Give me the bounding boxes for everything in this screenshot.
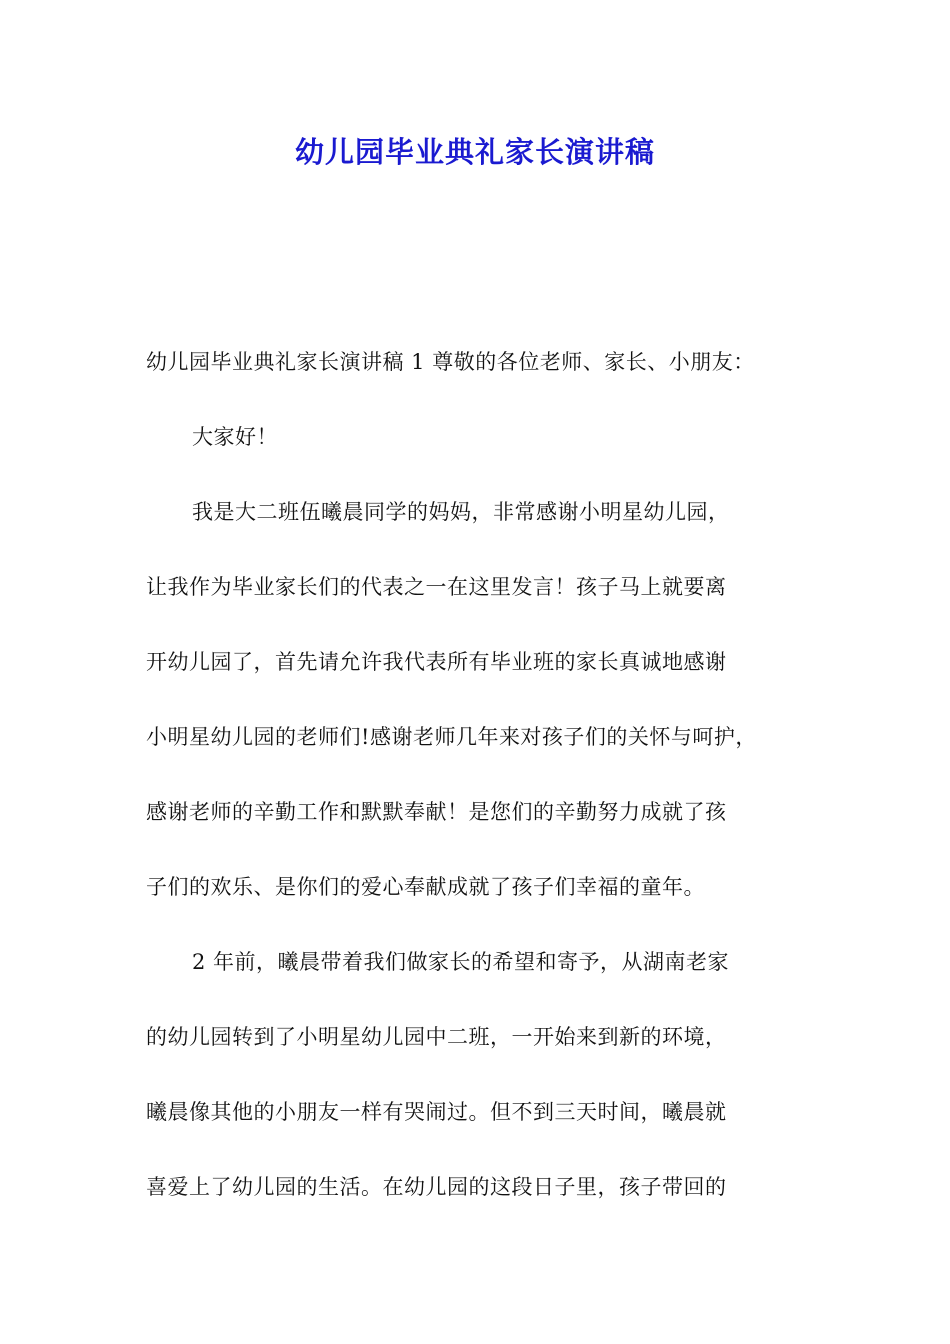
body-line-11: 曦晨像其他的小朋友一样有哭闹过。但不到三天时间，曦晨就 <box>146 1100 727 1124</box>
body-line-8: 子们的欢乐、是你们的爱心奉献成就了孩子们幸福的童年。 <box>146 875 705 899</box>
body-line-10: 的幼儿园转到了小明星幼儿园中二班，一开始来到新的环境， <box>146 1025 727 1049</box>
body-line-2: 大家好！ <box>192 425 278 449</box>
body-line-7: 感谢老师的辛勤工作和默默奉献！是您们的辛勤努力成就了孩 <box>146 800 727 824</box>
body-line-5: 开幼儿园了，首先请允许我代表所有毕业班的家长真诚地感谢 <box>146 650 727 674</box>
body-line-4: 让我作为毕业家长们的代表之一在这里发言！孩子马上就要离 <box>146 575 727 599</box>
body-line-1: 幼儿园毕业典礼家长演讲稿 1 尊敬的各位老师、家长、小朋友： <box>146 350 755 374</box>
body-line-12: 喜爱上了幼儿园的生活。在幼儿园的这段日子里，孩子带回的 <box>146 1175 727 1199</box>
body-line-6: 小明星幼儿园的老师们!感谢老师几年来对孩子们的关怀与呵护， <box>146 725 757 749</box>
body-line-9: 2 年前，曦晨带着我们做家长的希望和寄予，从湖南老家 <box>192 950 730 974</box>
body-line-3: 我是大二班伍曦晨同学的妈妈，非常感谢小明星幼儿园， <box>192 500 730 524</box>
document-title: 幼儿园毕业典礼家长演讲稿 <box>294 135 655 169</box>
